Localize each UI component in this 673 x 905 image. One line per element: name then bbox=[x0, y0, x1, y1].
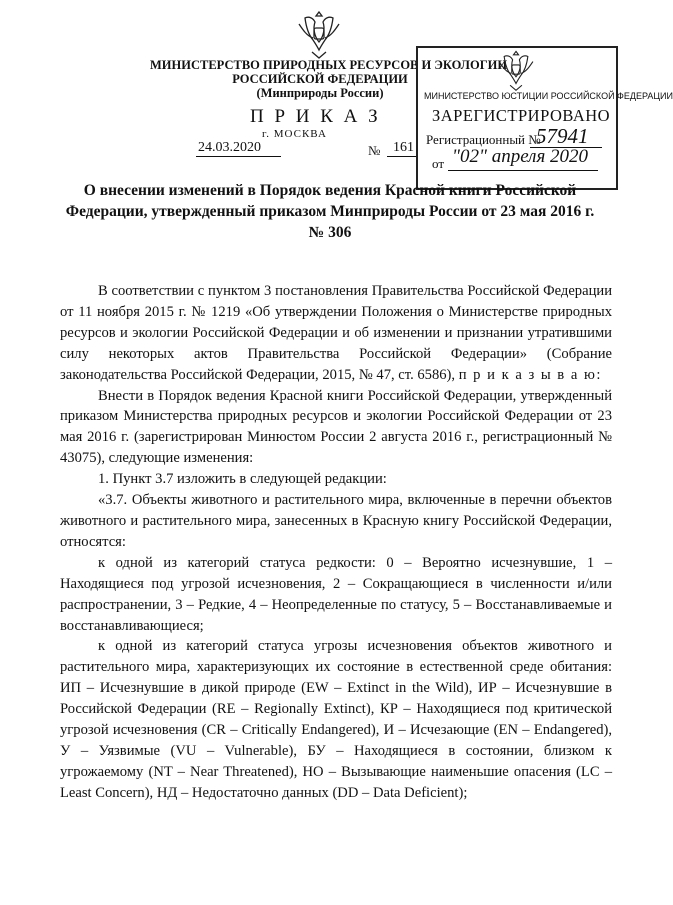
ministry-short: (Минприроды России) bbox=[256, 86, 384, 100]
order-number: 161 bbox=[387, 140, 416, 157]
city: г. МОСКВА bbox=[262, 128, 327, 140]
prikazyvayu: п р и к а з ы в а ю: bbox=[458, 366, 602, 383]
stamp-ministry: МИНИСТЕРСТВО ЮСТИЦИИ РОССИЙСКОЙ ФЕДЕРАЦИИ bbox=[424, 91, 673, 101]
stamp-date-line bbox=[448, 170, 598, 171]
paragraph-amendments: Внести в Порядок ведения Красной книги Российской Федерации, утвержденный приказом Министерства природных ресурсов и экологии Российской Федерации от 23 мая 2016 г. (зарегистрирован Минюстом России 2 августа 2016 г., регистрационный № 43075), следующие изменения: bbox=[60, 387, 612, 467]
stamp-date-label: от bbox=[432, 156, 445, 171]
paragraph-3-7: «3.7. Объекты животного и растительного мира, включенные в перечни объектов животного и растительного мира, занесенных в Красную книгу Российской Федерации, относятся: bbox=[60, 492, 612, 550]
ministry-line-1: МИНИСТЕРСТВО ПРИРОДНЫХ РЕСУРСОВ И ЭКОЛОГИИ bbox=[150, 58, 508, 72]
title-line-2: Федерации, утвержденный приказом Минприроды России от 23 мая 2016 г. bbox=[65, 203, 595, 220]
paragraph-rarity-status: к одной из категорий статуса редкости: 0 – Вероятно исчезнувшие, 1 – Находящиеся под угрозой исчезновения, 2 – Сокращающиеся в численности и/или распространении, 3 – Редкие, 4 – Неопределенные по статусу, 5 – Восстанавливаемые и восстанавливающиеся; bbox=[60, 554, 612, 634]
paragraph-item-1: 1. Пункт 3.7 изложить в следующей редакции: bbox=[98, 471, 387, 488]
order-date: 24.03.2020 bbox=[196, 140, 281, 157]
title-line-1: О внесении изменений в Порядок ведения Красной книги Российской bbox=[83, 182, 577, 199]
doc-type: П Р И К А З bbox=[250, 106, 381, 127]
justice-emblem bbox=[496, 48, 536, 92]
stamp-reg-number: 57941 bbox=[536, 124, 589, 148]
title-line-3: № 306 bbox=[308, 224, 352, 241]
document-title bbox=[60, 180, 600, 243]
document-body bbox=[60, 281, 612, 804]
paragraph-threat-status: к одной из категорий статуса угрозы исчезновения объектов животного и растительного мира, характеризующих их состояние в естественной среде обитания: ИП – Исчезнувшие в дикой природе (EW – Extinct in the Wild), ИР – Исчезнувшие в Российской Федерации (RE – Regionally Extinct), КР – Находящиеся под критической угрозой исчезновения (CR – Critically Endangered), И – Исчезающие (EN – Endangered), У – Уязвимые (VU – Vulnerable), БУ – Находящиеся в состоянии, близком к угрожаемому (NT – Near Threatened), НО – Вызывающие наименьшие опасения (LC – Least Concern), НД – Недостаточно данных (DD – Data Deficient); bbox=[60, 638, 612, 801]
stamp-date-value: "02" апреля 2020 bbox=[452, 146, 589, 167]
coat-of-arms-emblem bbox=[296, 8, 342, 60]
paragraph-preamble bbox=[60, 281, 612, 386]
stamp-reg-label: Регистрационный № bbox=[426, 132, 541, 147]
ministry-line-2: РОССИЙСКОЙ ФЕДЕРАЦИИ bbox=[232, 72, 408, 86]
preamble-text: В соответствии с пунктом 3 постановления Правительства Российской Федерации от 11 ноября 2015 г. № 1219 «Об утверждении Положения о Министерстве природных ресурсов и экологии Российской Федерации и об изменении и признании утратившими силу некоторых актов Правительства Российской Федерации» (Собрание законодательства Российской Федерации, 2015, № 47, ст. 6586), bbox=[60, 283, 612, 383]
stamp-registered: ЗАРЕГИСТРИРОВАНО bbox=[432, 106, 611, 125]
number-label: № bbox=[368, 143, 381, 158]
